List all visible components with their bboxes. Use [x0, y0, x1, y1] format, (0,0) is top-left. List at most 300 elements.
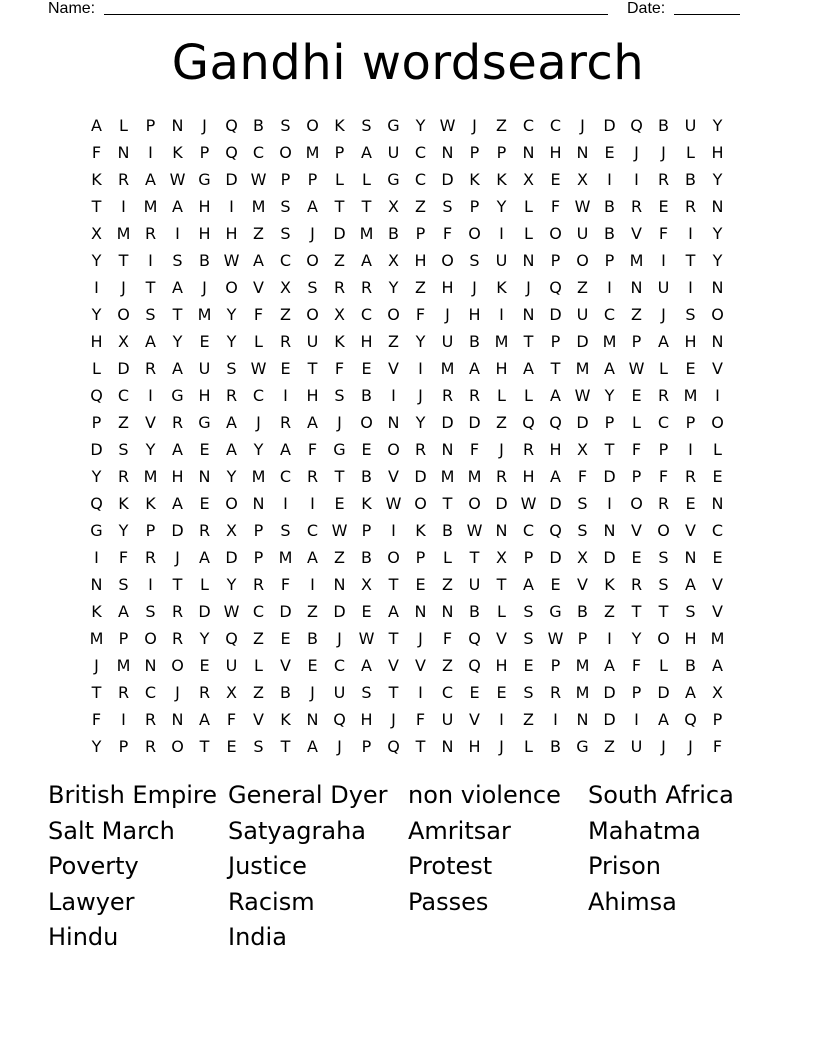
grid-letter[interactable]: Y: [631, 629, 642, 648]
grid-letter[interactable]: R: [252, 575, 265, 594]
grid-letter[interactable]: E: [199, 332, 210, 351]
grid-letter[interactable]: J: [175, 683, 180, 702]
grid-letter[interactable]: X: [712, 683, 723, 702]
grid-letter[interactable]: G: [198, 413, 211, 432]
grid-letter[interactable]: I: [499, 710, 504, 729]
grid-letter[interactable]: Q: [549, 278, 562, 297]
grid-letter[interactable]: D: [441, 170, 454, 189]
grid-letter[interactable]: S: [523, 629, 534, 648]
grid-letter[interactable]: M: [251, 467, 266, 486]
grid-letter[interactable]: B: [550, 737, 561, 756]
grid-letter[interactable]: G: [387, 116, 400, 135]
grid-letter[interactable]: D: [603, 116, 616, 135]
grid-letter[interactable]: N: [144, 656, 157, 675]
grid-letter[interactable]: I: [175, 224, 180, 243]
grid-letter[interactable]: E: [280, 359, 291, 378]
grid-letter[interactable]: W: [169, 170, 186, 189]
grid-letter[interactable]: H: [522, 467, 535, 486]
grid-letter[interactable]: Z: [577, 278, 588, 297]
grid-letter[interactable]: I: [229, 197, 234, 216]
grid-letter[interactable]: O: [306, 116, 319, 135]
grid-letter[interactable]: D: [549, 494, 562, 513]
grid-letter[interactable]: J: [391, 710, 396, 729]
grid-letter[interactable]: U: [387, 143, 400, 162]
grid-letter[interactable]: J: [418, 386, 423, 405]
grid-letter[interactable]: T: [388, 629, 399, 648]
grid-letter[interactable]: H: [684, 629, 697, 648]
grid-letter[interactable]: R: [630, 197, 643, 216]
grid-letter[interactable]: O: [468, 494, 481, 513]
grid-letter[interactable]: X: [388, 197, 399, 216]
grid-letter[interactable]: D: [576, 413, 589, 432]
grid-letter[interactable]: F: [442, 224, 453, 243]
grid-letter[interactable]: O: [306, 305, 319, 324]
grid-letter[interactable]: O: [657, 521, 670, 540]
grid-letter[interactable]: F: [712, 737, 723, 756]
grid-letter[interactable]: N: [171, 116, 184, 135]
grid-letter[interactable]: E: [415, 575, 426, 594]
grid-letter[interactable]: P: [361, 737, 372, 756]
grid-letter[interactable]: Y: [118, 521, 129, 540]
grid-letter[interactable]: A: [253, 251, 264, 270]
grid-letter[interactable]: U: [576, 305, 589, 324]
grid-letter[interactable]: D: [225, 548, 238, 567]
grid-letter[interactable]: Y: [712, 251, 723, 270]
grid-letter[interactable]: V: [631, 224, 642, 243]
grid-letter[interactable]: L: [524, 197, 533, 216]
grid-letter[interactable]: I: [499, 305, 504, 324]
grid-letter[interactable]: T: [442, 494, 453, 513]
grid-letter[interactable]: M: [278, 548, 293, 567]
grid-letter[interactable]: P: [334, 143, 345, 162]
grid-letter[interactable]: B: [577, 602, 588, 621]
grid-letter[interactable]: T: [631, 602, 642, 621]
grid-letter[interactable]: F: [334, 359, 345, 378]
grid-letter[interactable]: P: [199, 143, 210, 162]
grid-letter[interactable]: M: [116, 656, 131, 675]
grid-letter[interactable]: X: [496, 548, 507, 567]
grid-letter[interactable]: U: [333, 683, 346, 702]
grid-letter[interactable]: R: [144, 710, 157, 729]
grid-letter[interactable]: F: [658, 224, 669, 243]
grid-letter[interactable]: K: [415, 521, 426, 540]
grid-letter[interactable]: T: [334, 467, 345, 486]
grid-letter[interactable]: P: [631, 683, 642, 702]
grid-letter[interactable]: P: [631, 467, 642, 486]
grid-letter[interactable]: Z: [253, 629, 264, 648]
grid-letter[interactable]: M: [143, 467, 158, 486]
grid-letter[interactable]: R: [333, 278, 346, 297]
grid-letter[interactable]: F: [226, 710, 237, 729]
grid-letter[interactable]: M: [602, 332, 617, 351]
grid-letter[interactable]: T: [685, 251, 696, 270]
grid-letter[interactable]: J: [499, 737, 504, 756]
grid-letter[interactable]: D: [441, 413, 454, 432]
grid-letter[interactable]: Y: [712, 224, 723, 243]
grid-letter[interactable]: D: [549, 548, 562, 567]
grid-letter[interactable]: X: [91, 224, 102, 243]
grid-letter[interactable]: E: [685, 494, 696, 513]
grid-letter[interactable]: O: [441, 251, 454, 270]
grid-letter[interactable]: E: [523, 656, 534, 675]
grid-letter[interactable]: A: [145, 332, 156, 351]
grid-letter[interactable]: Q: [630, 116, 643, 135]
grid-letter[interactable]: Y: [91, 305, 102, 324]
grid-letter[interactable]: C: [306, 521, 319, 540]
grid-letter[interactable]: E: [199, 494, 210, 513]
grid-letter[interactable]: L: [713, 440, 722, 459]
grid-letter[interactable]: O: [657, 629, 670, 648]
grid-letter[interactable]: B: [361, 548, 372, 567]
grid-letter[interactable]: N: [522, 305, 535, 324]
grid-letter[interactable]: P: [631, 332, 642, 351]
grid-letter[interactable]: R: [657, 494, 670, 513]
grid-letter[interactable]: A: [604, 359, 615, 378]
grid-letter[interactable]: G: [333, 440, 346, 459]
grid-letter[interactable]: K: [172, 143, 183, 162]
grid-letter[interactable]: V: [145, 413, 156, 432]
grid-letter[interactable]: R: [198, 521, 211, 540]
grid-letter[interactable]: W: [331, 521, 348, 540]
grid-letter[interactable]: A: [685, 575, 696, 594]
grid-letter[interactable]: Y: [91, 737, 102, 756]
grid-letter[interactable]: N: [522, 143, 535, 162]
grid-letter[interactable]: D: [603, 683, 616, 702]
grid-letter[interactable]: T: [145, 278, 156, 297]
grid-letter[interactable]: S: [685, 602, 696, 621]
grid-letter[interactable]: R: [117, 170, 130, 189]
grid-letter[interactable]: G: [90, 521, 103, 540]
grid-letter[interactable]: K: [469, 170, 480, 189]
grid-letter[interactable]: M: [629, 251, 644, 270]
grid-letter[interactable]: D: [225, 170, 238, 189]
grid-letter[interactable]: N: [603, 521, 616, 540]
grid-letter[interactable]: U: [468, 575, 481, 594]
grid-letter[interactable]: B: [361, 467, 372, 486]
grid-letter[interactable]: S: [307, 278, 318, 297]
grid-letter[interactable]: W: [574, 197, 591, 216]
grid-letter[interactable]: D: [171, 521, 184, 540]
grid-letter[interactable]: L: [92, 359, 101, 378]
grid-letter[interactable]: K: [604, 575, 615, 594]
grid-letter[interactable]: Y: [226, 305, 237, 324]
grid-letter[interactable]: S: [280, 521, 291, 540]
grid-letter[interactable]: B: [361, 386, 372, 405]
grid-letter[interactable]: M: [440, 359, 455, 378]
grid-letter[interactable]: B: [388, 224, 399, 243]
grid-letter[interactable]: P: [280, 170, 291, 189]
grid-letter[interactable]: Z: [280, 305, 291, 324]
grid-letter[interactable]: P: [550, 656, 561, 675]
grid-letter[interactable]: J: [445, 305, 450, 324]
grid-letter[interactable]: N: [117, 143, 130, 162]
grid-letter[interactable]: W: [574, 386, 591, 405]
grid-letter[interactable]: Z: [496, 116, 507, 135]
grid-letter[interactable]: B: [469, 332, 480, 351]
grid-letter[interactable]: X: [334, 305, 345, 324]
grid-letter[interactable]: R: [225, 386, 238, 405]
grid-letter[interactable]: F: [469, 440, 480, 459]
grid-letter[interactable]: Y: [415, 413, 426, 432]
grid-letter[interactable]: M: [143, 197, 158, 216]
grid-letter[interactable]: E: [631, 386, 642, 405]
grid-letter[interactable]: K: [91, 170, 102, 189]
grid-letter[interactable]: L: [254, 656, 263, 675]
grid-letter[interactable]: F: [415, 305, 426, 324]
grid-letter[interactable]: N: [711, 278, 724, 297]
grid-letter[interactable]: D: [279, 602, 292, 621]
grid-letter[interactable]: A: [469, 359, 480, 378]
grid-letter[interactable]: Z: [604, 737, 615, 756]
grid-letter[interactable]: K: [145, 494, 156, 513]
grid-letter[interactable]: F: [550, 197, 561, 216]
grid-letter[interactable]: I: [148, 575, 153, 594]
grid-letter[interactable]: A: [172, 197, 183, 216]
grid-letter[interactable]: J: [175, 548, 180, 567]
grid-letter[interactable]: N: [711, 332, 724, 351]
grid-letter[interactable]: L: [200, 575, 209, 594]
grid-letter[interactable]: A: [172, 494, 183, 513]
grid-letter[interactable]: R: [117, 683, 130, 702]
grid-letter[interactable]: Y: [253, 440, 264, 459]
grid-letter[interactable]: B: [604, 224, 615, 243]
grid-letter[interactable]: O: [225, 278, 238, 297]
grid-letter[interactable]: P: [496, 143, 507, 162]
grid-letter[interactable]: X: [226, 521, 237, 540]
grid-letter[interactable]: Q: [549, 413, 562, 432]
grid-letter[interactable]: I: [499, 224, 504, 243]
grid-letter[interactable]: E: [307, 656, 318, 675]
grid-letter[interactable]: V: [388, 467, 399, 486]
grid-letter[interactable]: M: [359, 224, 374, 243]
grid-letter[interactable]: C: [414, 143, 427, 162]
grid-letter[interactable]: K: [280, 710, 291, 729]
grid-letter[interactable]: R: [117, 467, 130, 486]
grid-letter[interactable]: F: [415, 710, 426, 729]
grid-letter[interactable]: T: [496, 575, 507, 594]
grid-letter[interactable]: T: [91, 683, 102, 702]
grid-letter[interactable]: R: [414, 440, 427, 459]
grid-letter[interactable]: J: [121, 278, 126, 297]
grid-letter[interactable]: P: [577, 629, 588, 648]
grid-letter[interactable]: Y: [415, 116, 426, 135]
grid-letter[interactable]: P: [145, 116, 156, 135]
grid-letter[interactable]: A: [550, 386, 561, 405]
grid-letter[interactable]: K: [334, 332, 345, 351]
grid-letter[interactable]: E: [604, 143, 615, 162]
grid-letter[interactable]: T: [118, 251, 129, 270]
grid-letter[interactable]: Q: [468, 629, 481, 648]
grid-letter[interactable]: Z: [253, 224, 264, 243]
grid-letter[interactable]: M: [197, 305, 212, 324]
grid-letter[interactable]: P: [145, 521, 156, 540]
grid-letter[interactable]: N: [387, 413, 400, 432]
grid-letter[interactable]: O: [414, 494, 427, 513]
grid-letter[interactable]: S: [172, 251, 183, 270]
grid-letter[interactable]: A: [307, 737, 318, 756]
grid-letter[interactable]: V: [712, 602, 723, 621]
grid-letter[interactable]: J: [337, 413, 342, 432]
grid-letter[interactable]: I: [391, 521, 396, 540]
grid-letter[interactable]: Q: [549, 521, 562, 540]
grid-letter[interactable]: B: [280, 683, 291, 702]
grid-letter[interactable]: H: [711, 143, 724, 162]
grid-letter[interactable]: H: [198, 224, 211, 243]
grid-letter[interactable]: A: [685, 683, 696, 702]
grid-letter[interactable]: N: [630, 278, 643, 297]
grid-letter[interactable]: M: [575, 683, 590, 702]
grid-letter[interactable]: H: [360, 332, 373, 351]
grid-letter[interactable]: S: [685, 305, 696, 324]
grid-letter[interactable]: S: [145, 602, 156, 621]
grid-letter[interactable]: I: [283, 386, 288, 405]
grid-letter[interactable]: A: [118, 602, 129, 621]
grid-letter[interactable]: R: [144, 224, 157, 243]
grid-letter[interactable]: D: [414, 467, 427, 486]
grid-letter[interactable]: D: [333, 224, 346, 243]
grid-letter[interactable]: O: [306, 251, 319, 270]
grid-letter[interactable]: E: [199, 440, 210, 459]
grid-letter[interactable]: P: [604, 413, 615, 432]
grid-letter[interactable]: P: [361, 521, 372, 540]
grid-letter[interactable]: E: [280, 629, 291, 648]
grid-letter[interactable]: U: [225, 656, 238, 675]
grid-letter[interactable]: A: [226, 440, 237, 459]
grid-letter[interactable]: T: [523, 332, 534, 351]
grid-letter[interactable]: R: [279, 413, 292, 432]
grid-letter[interactable]: Z: [253, 683, 264, 702]
grid-letter[interactable]: P: [118, 629, 129, 648]
grid-letter[interactable]: D: [468, 413, 481, 432]
grid-letter[interactable]: V: [577, 575, 588, 594]
grid-letter[interactable]: V: [388, 656, 399, 675]
grid-letter[interactable]: L: [443, 548, 452, 567]
grid-letter[interactable]: F: [307, 440, 318, 459]
grid-letter[interactable]: V: [712, 575, 723, 594]
grid-letter[interactable]: W: [358, 629, 375, 648]
grid-letter[interactable]: O: [549, 224, 562, 243]
grid-letter[interactable]: P: [118, 737, 129, 756]
grid-letter[interactable]: U: [198, 359, 211, 378]
grid-letter[interactable]: P: [253, 548, 264, 567]
grid-letter[interactable]: C: [414, 170, 427, 189]
grid-letter[interactable]: A: [361, 143, 372, 162]
grid-letter[interactable]: O: [171, 656, 184, 675]
grid-letter[interactable]: L: [524, 737, 533, 756]
grid-letter[interactable]: J: [418, 629, 423, 648]
grid-letter[interactable]: J: [499, 440, 504, 459]
grid-letter[interactable]: G: [387, 170, 400, 189]
grid-letter[interactable]: R: [144, 548, 157, 567]
grid-letter[interactable]: C: [252, 602, 265, 621]
grid-letter[interactable]: I: [148, 386, 153, 405]
grid-letter[interactable]: P: [523, 548, 534, 567]
grid-letter[interactable]: B: [442, 521, 453, 540]
grid-letter[interactable]: E: [361, 359, 372, 378]
grid-letter[interactable]: R: [549, 683, 562, 702]
grid-letter[interactable]: E: [550, 575, 561, 594]
grid-letter[interactable]: L: [659, 359, 668, 378]
grid-letter[interactable]: F: [577, 467, 588, 486]
grid-letter[interactable]: S: [361, 116, 372, 135]
grid-letter[interactable]: I: [121, 710, 126, 729]
grid-letter[interactable]: F: [253, 305, 264, 324]
grid-letter[interactable]: K: [118, 494, 129, 513]
grid-letter[interactable]: R: [522, 440, 535, 459]
grid-letter[interactable]: I: [310, 494, 315, 513]
grid-letter[interactable]: O: [117, 305, 130, 324]
grid-letter[interactable]: U: [657, 278, 670, 297]
grid-letter[interactable]: Z: [496, 413, 507, 432]
grid-letter[interactable]: H: [306, 386, 319, 405]
grid-letter[interactable]: E: [685, 359, 696, 378]
grid-letter[interactable]: O: [360, 413, 373, 432]
grid-letter[interactable]: I: [607, 629, 612, 648]
grid-letter[interactable]: A: [523, 575, 534, 594]
grid-letter[interactable]: H: [360, 710, 373, 729]
grid-letter[interactable]: X: [226, 683, 237, 702]
grid-letter[interactable]: V: [712, 359, 723, 378]
grid-letter[interactable]: E: [496, 683, 507, 702]
grid-letter[interactable]: T: [658, 602, 669, 621]
grid-letter[interactable]: S: [361, 683, 372, 702]
grid-letter[interactable]: T: [199, 737, 210, 756]
grid-letter[interactable]: L: [119, 116, 128, 135]
grid-letter[interactable]: M: [251, 197, 266, 216]
grid-letter[interactable]: Y: [172, 332, 183, 351]
grid-letter[interactable]: B: [199, 251, 210, 270]
grid-letter[interactable]: I: [607, 278, 612, 297]
grid-letter[interactable]: U: [495, 251, 508, 270]
grid-letter[interactable]: K: [496, 170, 507, 189]
grid-letter[interactable]: L: [524, 224, 533, 243]
grid-letter[interactable]: J: [94, 656, 99, 675]
grid-letter[interactable]: P: [550, 332, 561, 351]
grid-letter[interactable]: W: [628, 359, 645, 378]
grid-letter[interactable]: R: [657, 170, 670, 189]
grid-letter[interactable]: O: [387, 305, 400, 324]
grid-letter[interactable]: C: [711, 521, 724, 540]
grid-letter[interactable]: M: [467, 467, 482, 486]
grid-letter[interactable]: L: [362, 170, 371, 189]
grid-letter[interactable]: Y: [604, 386, 615, 405]
grid-letter[interactable]: O: [711, 305, 724, 324]
grid-letter[interactable]: G: [549, 602, 562, 621]
grid-letter[interactable]: G: [198, 170, 211, 189]
grid-letter[interactable]: Y: [226, 467, 237, 486]
grid-letter[interactable]: X: [280, 278, 291, 297]
grid-letter[interactable]: Y: [388, 278, 399, 297]
grid-letter[interactable]: M: [710, 629, 725, 648]
grid-letter[interactable]: S: [118, 575, 129, 594]
grid-letter[interactable]: D: [198, 602, 211, 621]
grid-letter[interactable]: C: [441, 683, 454, 702]
grid-letter[interactable]: Q: [333, 710, 346, 729]
grid-letter[interactable]: R: [144, 359, 157, 378]
grid-letter[interactable]: A: [361, 656, 372, 675]
grid-letter[interactable]: O: [576, 251, 589, 270]
grid-letter[interactable]: R: [144, 737, 157, 756]
grid-letter[interactable]: F: [631, 440, 642, 459]
grid-letter[interactable]: N: [306, 710, 319, 729]
grid-letter[interactable]: J: [580, 116, 585, 135]
grid-letter[interactable]: P: [415, 224, 426, 243]
grid-letter[interactable]: U: [441, 710, 454, 729]
grid-letter[interactable]: C: [279, 251, 292, 270]
grid-letter[interactable]: A: [307, 197, 318, 216]
grid-letter[interactable]: D: [576, 332, 589, 351]
grid-letter[interactable]: D: [603, 467, 616, 486]
